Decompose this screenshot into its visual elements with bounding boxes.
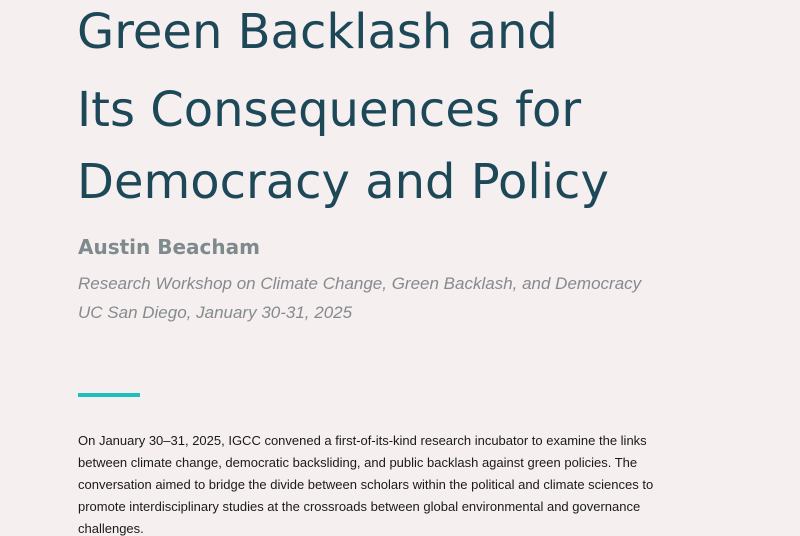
event-location-date: UC San Diego, January 30-31, 2025 [78,303,353,322]
author-name: Austin Beacham [78,235,260,259]
summary-line-4: promote interdisciplinary studies at the crossroads between global environmental and governance [78,499,641,514]
summary-line-2: between climate change, democratic backsliding, and public backlash against green policies. The [78,455,638,470]
event-name: Research Workshop on Climate Change, Green Backlash, and Democracy [78,274,642,293]
summary-line-3: conversation aimed to bridge the divide between scholars within the political and climate sciences to [78,477,654,492]
summary-line-1: On January 30–31, 2025, IGCC convened a first-of-its-kind research incubator to examine the links [78,433,647,448]
title-line-1: Green Backlash and [77,4,558,60]
summary-paragraph [78,430,718,536]
accent-divider [78,393,140,397]
title-line-2: Its Consequences for [77,82,582,138]
title-line-3: Democracy and Policy [77,154,609,210]
summary-line-5: challenges. [78,521,144,536]
